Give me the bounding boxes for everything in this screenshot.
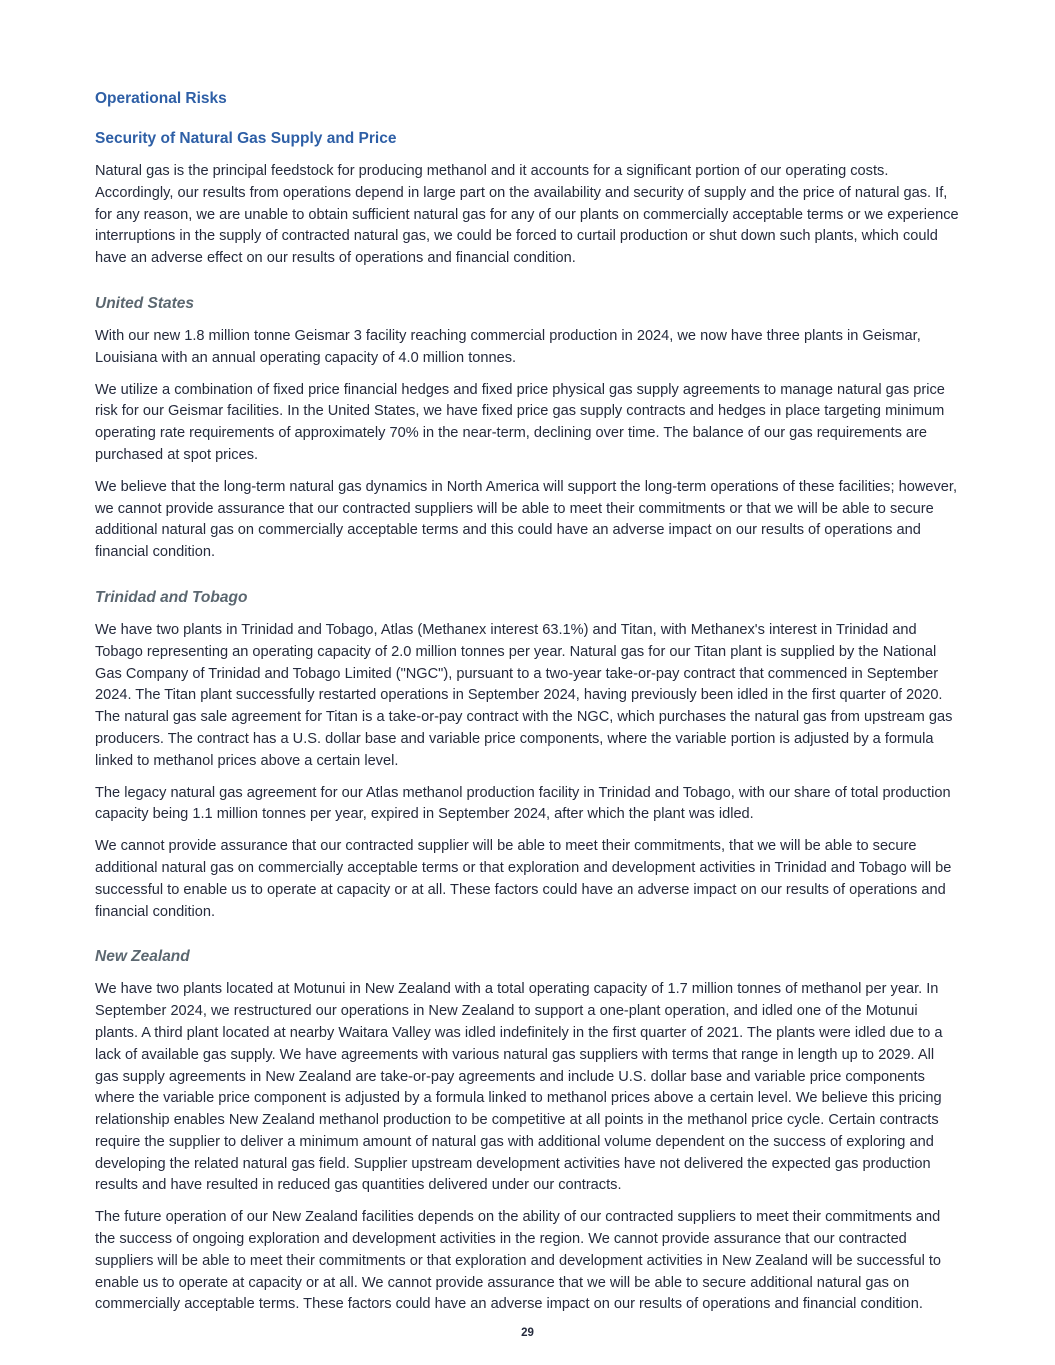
region-heading-trinidad-and-tobago: Trinidad and Tobago <box>95 588 248 606</box>
paragraph-trinidad-2: The legacy natural gas agreement for our Atlas methanol production facility in Trinidad and Tobago, with our share of total production capacity being 1.1 million tonnes per year, expired in September 2024, after which the plant was idled. <box>95 784 951 823</box>
region-heading-united-states: United States <box>95 294 195 312</box>
page-number: 29 <box>521 1327 534 1339</box>
section-heading-operational-risks: Operational Risks <box>95 90 227 107</box>
paragraph-trinidad-3: We cannot provide assurance that our contracted supplier will be able to meet their commitments, that we will be able to secure additional natural gas on commercially acceptable terms or that exploration and development activities in Trinidad and Tobago will be successful to enable us to operate at capacity or at all. These factors could have an adverse impact on our results of operations and financial condition. <box>95 838 952 920</box>
paragraph-united-states-1: With our new 1.8 million tonne Geismar 3 facility reaching commercial production in 2024, we now have three plants in Geismar, Louisiana with an annual operating capacity of 4.0 million tonnes. <box>95 327 921 366</box>
paragraph-new-zealand-1: We have two plants located at Motunui in New Zealand with a total operating capacity of 1.7 million tonnes of methanol per year. In September 2024, we restructured our operations in New Zealand to support a one-plant operation, and idled one of the Motunui plants. A third plant located at nearby Waitara Valley was idled indefinitely in the first quarter of 2021. The plants were idled due to a lack of available gas supply. We have agreements with various natural gas suppliers with terms that range in length up to 2029. All gas supply agreements in New Zealand are take-or-pay agreements and include U.S. dollar base and variable price components where the variable price component is adjusted by a formula linked to methanol prices above a certain level. We believe this pricing relationship enables New Zealand methanol production to be competitive at all points in the methanol price cycle. Certain contracts require the supplier to deliver a minimum amount of natural gas with additional volume dependent on the success of exploring and developing the related natural gas field. Supplier upstream development activities have not delivered the expected gas production results and have resulted in reduced gas quantities delivered under our contracts. <box>95 981 943 1194</box>
paragraph-united-states-3: We believe that the long-term natural gas dynamics in North America will support the long-term operations of these facilities; however, we cannot provide assurance that our contracted suppliers will be able to meet their commitments or that we will be able to secure additional natural gas on commercially acceptable terms and this could have an adverse impact on our results of operations and financial condition. <box>95 478 957 561</box>
region-heading-new-zealand: New Zealand <box>95 948 190 966</box>
paragraph-united-states-2: We utilize a combination of fixed price financial hedges and fixed price physical gas supply agreements to manage natural gas price risk for our Geismar facilities. In the United States, we have fixed price gas supply contracts and hedges in place targeting minimum operating rate requirements of approximately 70% in the near-term, declining over time. The balance of our gas requirements are purchased at spot prices. <box>95 381 945 463</box>
paragraph-trinidad-1: We have two plants in Trinidad and Tobago, Atlas (Methanex interest 63.1%) and Titan, with Methanex's interest in Trinidad and Tobago representing an operating capacity of 2.0 million tonnes per year. Natural gas for our Titan plant is supplied by the National Gas Company of Trinidad and Tobago Limited ("NGC"), pursuant to a two-year take-or-pay contract that commenced in September 2024. The Titan plant successfully restarted operations in September 2024, having previously been idled in the first quarter of 2020. The natural gas sale agreement for Titan is a take-or-pay contract with the NGC, which purchases the natural gas from upstream gas producers. The contract has a U.S. dollar base and variable price components, where the variable portion is adjusted by a formula linked to methanol prices above a certain level. <box>95 621 953 769</box>
intro-paragraph: Natural gas is the principal feedstock for producing methanol and it accounts for a significant portion of our operating costs. Accordingly, our results from operations depend in large part on the availability and security of supply and the price of natural gas. If, for any reason, we are unable to obtain sufficient natural gas for any of our plants on commercially acceptable terms or we experience interruptions in the supply of contracted natural gas, we could be forced to curtail production or shut down such plants, which could have an adverse effect on our results of operations and financial condition. <box>95 163 959 267</box>
paragraph-new-zealand-2: The future operation of our New Zealand facilities depends on the ability of our contracted suppliers to meet their commitments and the success of ongoing exploration and development activities in the region. We cannot provide assurance that our contracted suppliers will be able to meet their commitments or that exploration and development activities in New Zealand will be successful to enable us to operate at capacity or at all. We cannot provide assurance that we will be able to secure additional natural gas on commercially acceptable terms. These factors could have an adverse impact on our results of operations and financial condition. <box>95 1209 942 1313</box>
subsection-heading-security-of-supply: Security of Natural Gas Supply and Price <box>95 130 397 147</box>
